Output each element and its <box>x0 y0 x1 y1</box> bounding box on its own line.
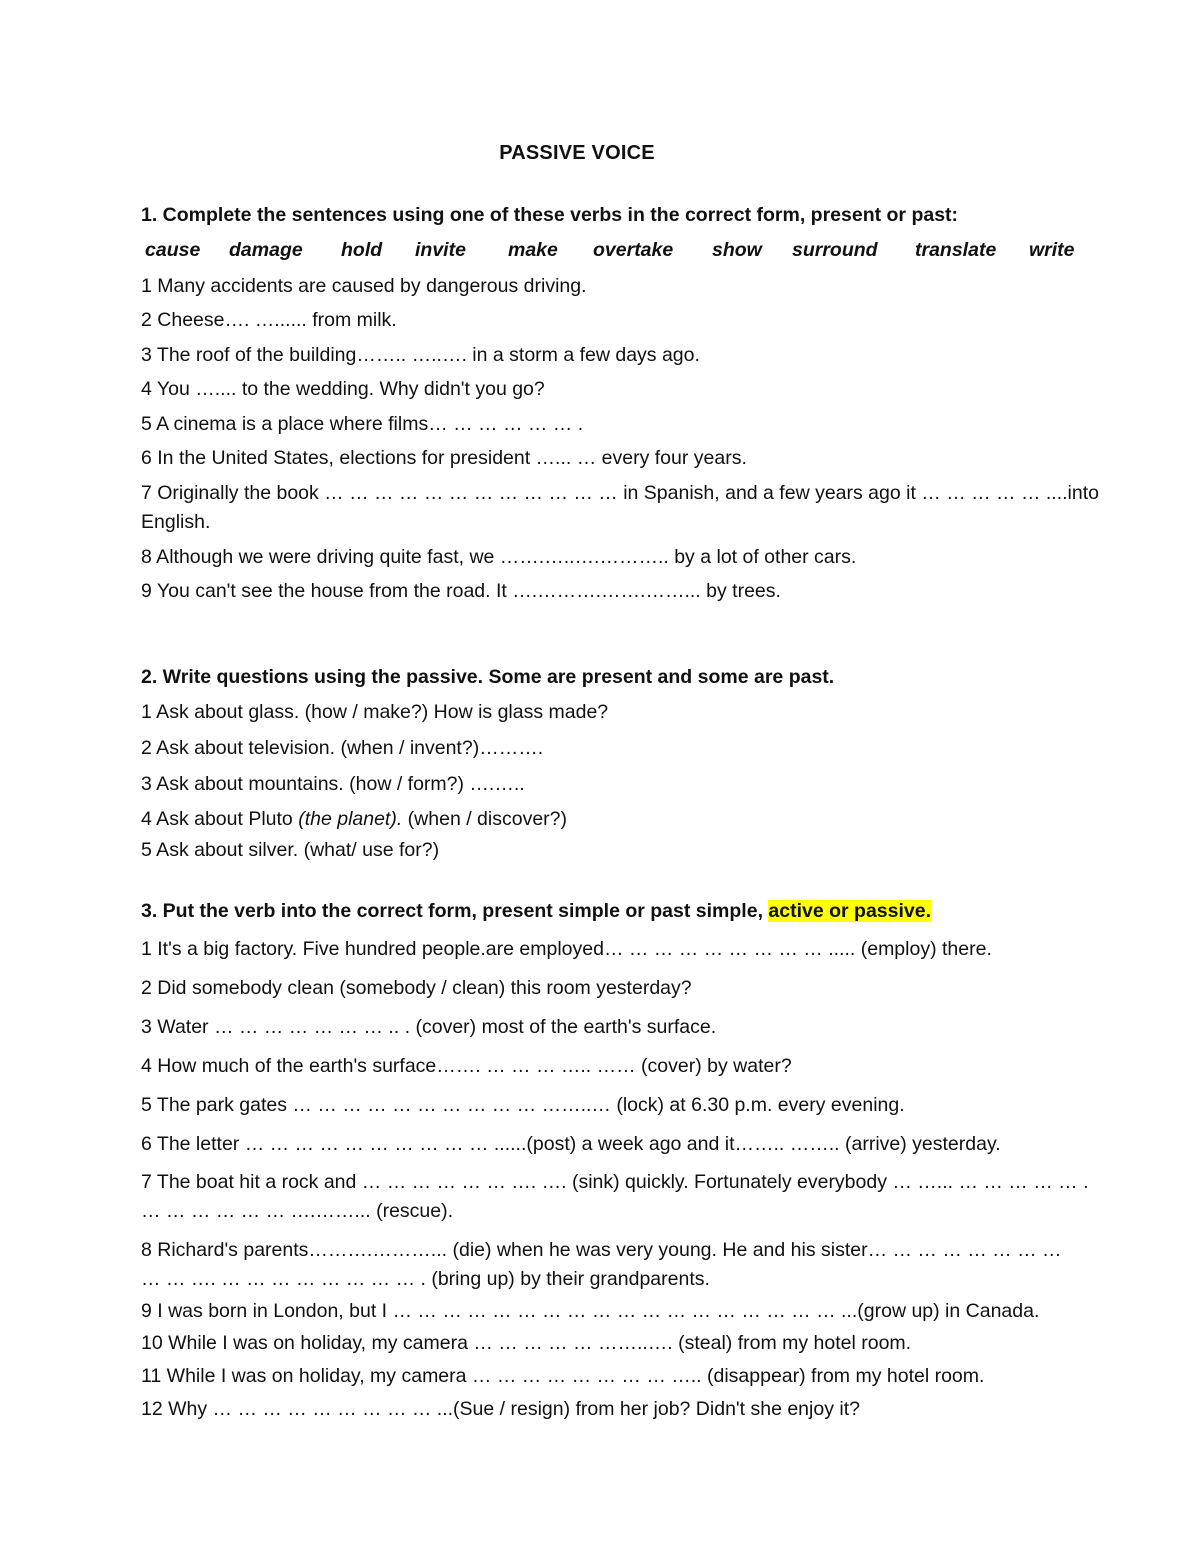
exercise-3-line: 10 While I was on holiday, my camera … … … … … ……..…. (steal) from my hotel room. <box>141 1332 912 1354</box>
verb-item: translate <box>915 239 997 261</box>
verb-item: make <box>508 239 558 261</box>
section-1-heading: 1. Complete the sentences using one of these verbs in the correct form, present or past: <box>141 204 959 226</box>
page-title: PASSIVE VOICE <box>499 142 655 164</box>
exercise-1-line: 9 You can't see the house from the road. It ….……….…….……... by trees. <box>141 580 781 602</box>
section-3-heading <box>141 900 931 923</box>
section-2-heading: 2. Write questions using the passive. Some are present and some are past. <box>141 666 835 688</box>
exercise-1-line: 2 Cheese…. …...... from milk. <box>141 309 397 331</box>
exercise-3-line: 2 Did somebody clean (somebody / clean) this room yesterday? <box>141 977 692 999</box>
exercise-3-line: 3 Water … … … … … … … .. . (cover) most of the earth's surface. <box>141 1016 717 1038</box>
exercise-2-line <box>141 808 567 831</box>
exercise-1-line: 3 The roof of the building…….. …..…. in a storm a few days ago. <box>141 344 700 366</box>
exercise-3-line: 6 The letter … … … … … … … … … … ......(post) a week ago and it…….. …….. (arrive) yesterday. <box>141 1133 1001 1155</box>
exercise-1-line: 7 Originally the book … … … … … … … … … … … … in Spanish, and a few years ago it … … … … … ....into <box>141 482 1099 504</box>
exercise-2-line: 5 Ask about silver. (what/ use for?) <box>141 839 440 861</box>
exercise-3-line: 11 While I was on holiday, my camera … … … … … … … … ….. (disappear) from my hotel room. <box>141 1365 985 1387</box>
exercise-1-line: 1 Many accidents are caused by dangerous driving. <box>141 275 587 297</box>
line-italic-text: (the planet). <box>298 808 403 830</box>
heading-text: 3. Put the verb into the correct form, present simple or past simple, <box>141 900 769 922</box>
verb-item: cause <box>145 239 201 261</box>
exercise-3-line: … … … … … … ….……... (rescue). <box>141 1200 454 1222</box>
exercise-1-line: 4 You ….... to the wedding. Why didn't you go? <box>141 378 545 400</box>
exercise-2-line: 3 Ask about mountains. (how / form?) ….….. <box>141 773 525 795</box>
verb-item: hold <box>341 239 383 261</box>
exercise-2-line: 2 Ask about television. (when / invent?)………. <box>141 737 544 759</box>
exercise-3-line: 1 It's a big factory. Five hundred people.are employed… … … … … … … … … ..... (employ) there. <box>141 938 992 960</box>
exercise-3-line: 12 Why … … … … … … … … … ...(Sue / resign) from her job? Didn't she enjoy it? <box>141 1398 860 1420</box>
exercise-3-line: 5 The park gates … … … … … … … … … … ……..… (lock) at 6.30 p.m. every evening. <box>141 1094 905 1116</box>
verb-item: overtake <box>593 239 674 261</box>
line-text: 4 Ask about Pluto <box>141 808 299 830</box>
highlighted-text: active or passive. <box>768 900 932 922</box>
verb-list <box>141 239 1081 265</box>
verb-item: damage <box>229 239 303 261</box>
exercise-3-line: 7 The boat hit a rock and … … … … … … …. …. (sink) quickly. Fortunately everybody … …... … … … … … . <box>141 1171 1089 1193</box>
exercise-1-line: 8 Although we were driving quite fast, we …….…..….……….. by a lot of other cars. <box>141 546 857 568</box>
exercise-1-line: 5 A cinema is a place where films… … … … … … . <box>141 413 584 435</box>
verb-item: surround <box>792 239 878 261</box>
exercise-1-line: English. <box>141 511 211 533</box>
verb-item: write <box>1029 239 1075 261</box>
verb-item: show <box>712 239 762 261</box>
line-text: (when / discover?) <box>402 808 567 830</box>
exercise-3-line: 9 I was born in London, but I … … … … … … … … … … … … … … … … … … ...(grow up) in Canada. <box>141 1300 1040 1322</box>
exercise-2-line: 1 Ask about glass. (how / make?) How is glass made? <box>141 701 609 723</box>
exercise-3-line: 4 How much of the earth's surface……. … … … ….. …… (cover) by water? <box>141 1055 792 1077</box>
exercise-1-line: 6 In the United States, elections for president …... … every four years. <box>141 447 747 469</box>
verb-item: invite <box>415 239 466 261</box>
exercise-3-line: 8 Richard's parents……….………... (die) when he was very young. He and his sister… … … … … … … … <box>141 1239 1062 1261</box>
exercise-3-line: … … …. … … … … … … … … . (bring up) by their grandparents. <box>141 1268 710 1290</box>
